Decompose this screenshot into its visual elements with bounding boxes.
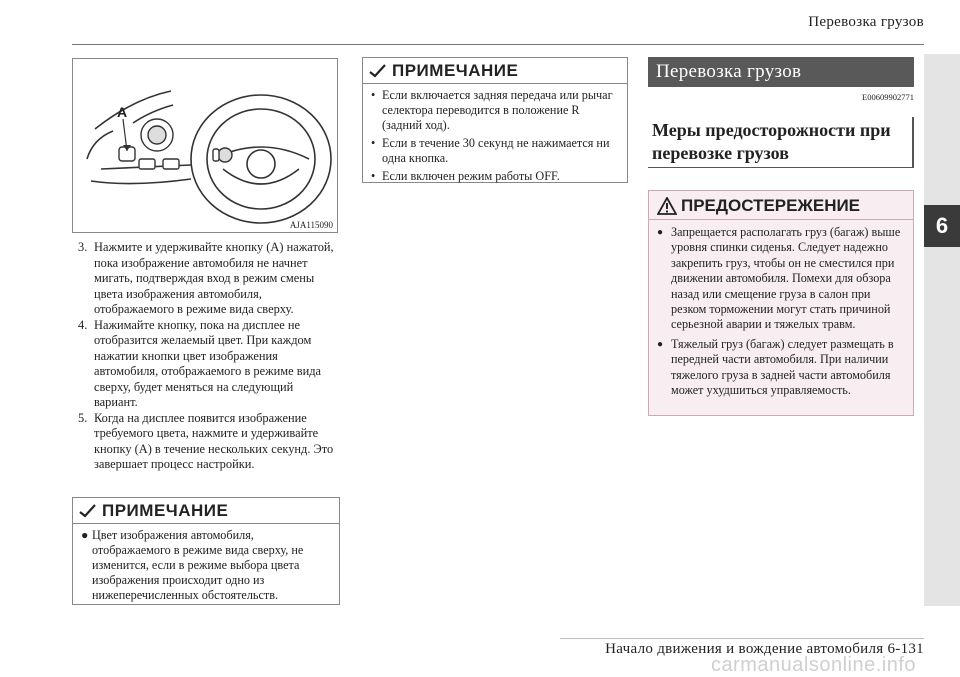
caution-heading: ПРЕДОСТЕРЕЖЕНИЕ <box>681 196 861 215</box>
note-heading: ПРИМЕЧАНИЕ <box>392 61 519 80</box>
caution-item-text: Тяжелый груз (багаж) следует размещать в передней части автомобиля. При наличии тяжелого груза в задней части автомобиля может ухудшиться управляемость. <box>671 336 894 398</box>
page-footer: Начало движения и вождение автомобиля 6-131 <box>605 641 924 657</box>
step-number: 5. <box>78 410 88 425</box>
bullet-icon: ● <box>657 227 664 238</box>
step-text: Нажмите и удерживайте кнопку (A) нажатой, пока изображение автомобиля не начнет мигать, подтверждая вход в режим смены цвета изображения автомобиля, отображаемого в режиме вида сверху. <box>94 240 334 316</box>
note-item-text: Если включается задняя передача или рычаг селектора переводится в положение R (задний ход). <box>382 88 613 132</box>
bullet-icon: ● <box>657 338 664 350</box>
note-heading: ПРИМЕЧАНИЕ <box>102 501 229 520</box>
caution-item <box>657 225 907 333</box>
chapter-number-tab: 6 <box>924 205 960 247</box>
caution-list <box>649 220 913 406</box>
note-box-color-change <box>72 497 340 605</box>
note-item <box>81 528 333 603</box>
step-item <box>78 240 340 318</box>
step-item <box>78 318 340 411</box>
note-item-text: Если в течение 30 секунд не нажимается ни одна кнопка. <box>382 136 610 165</box>
caution-item <box>657 337 907 399</box>
section-title-bar: Перевозка грузов <box>648 57 914 87</box>
chapter-side-tab <box>924 54 960 606</box>
note-header <box>363 58 627 84</box>
note-list <box>363 84 627 193</box>
step-number: 4. <box>78 317 88 332</box>
step-text: Когда на дисплее появится изображение требуемого цвета, нажмите и удерживайте кнопку (A) в течение нескольких секунд. Это завершает процесс настройки. <box>94 410 334 471</box>
pencil-check-icon <box>79 504 97 518</box>
footer-rule <box>560 638 924 639</box>
note-box-conditions <box>362 57 628 183</box>
running-header-title: Перевозка грузов <box>808 14 924 30</box>
caution-box <box>648 190 914 416</box>
caution-header <box>649 191 913 220</box>
note-list <box>73 524 339 612</box>
figure-callout-a: A <box>117 104 128 120</box>
steering-wheel-figure <box>72 58 338 233</box>
note-item-text: Цвет изображения автомобиля, отображаемого в режиме вида сверху, не изменится, если в режиме выбора цвета изображения происходит одно из нижеперечисленных обстоятельств. <box>92 528 304 602</box>
bullet-icon: ● <box>81 528 89 542</box>
watermark: carmanualsonline.info <box>710 654 916 676</box>
note-item <box>371 136 621 166</box>
warning-triangle-icon <box>657 197 677 215</box>
step-text: Нажимайте кнопку, пока на дисплее не отобразится желаемый цвет. При каждом нажатии кнопки цвет изображения автомобиля, отображаемого в режиме вида сверху, будет меняться на следующий вариант. <box>94 317 321 409</box>
instruction-steps <box>78 240 340 473</box>
note-item-text: Если включен режим работы OFF. <box>382 169 560 183</box>
note-item <box>371 88 621 133</box>
bullet-mark: • <box>371 169 376 183</box>
bullet-mark: • <box>371 88 376 102</box>
note-item <box>371 169 621 184</box>
subsection-title: Меры предосторожности при перевозке грузов <box>648 117 914 168</box>
pencil-check-icon <box>369 64 387 78</box>
step-number: 3. <box>78 240 88 254</box>
steering-wheel-illustration <box>73 59 337 232</box>
bullet-mark: • <box>371 136 376 150</box>
caution-item-text: Запрещается располагать груз (багаж) выше уровня спинки сиденья. Следует надежно закрепить груз, чтобы он не сместился при движении автомобиля. Помехи для обзора назад или смещение груза в салон при резком торможении могут стать причиной серьезной аварии и тяжелых травм. <box>671 225 901 332</box>
section-doc-code: E00609902771 <box>862 92 914 102</box>
header-rule <box>72 44 924 45</box>
figure-code: AJA115090 <box>289 220 333 230</box>
note-header <box>73 498 339 524</box>
step-item <box>78 411 340 473</box>
